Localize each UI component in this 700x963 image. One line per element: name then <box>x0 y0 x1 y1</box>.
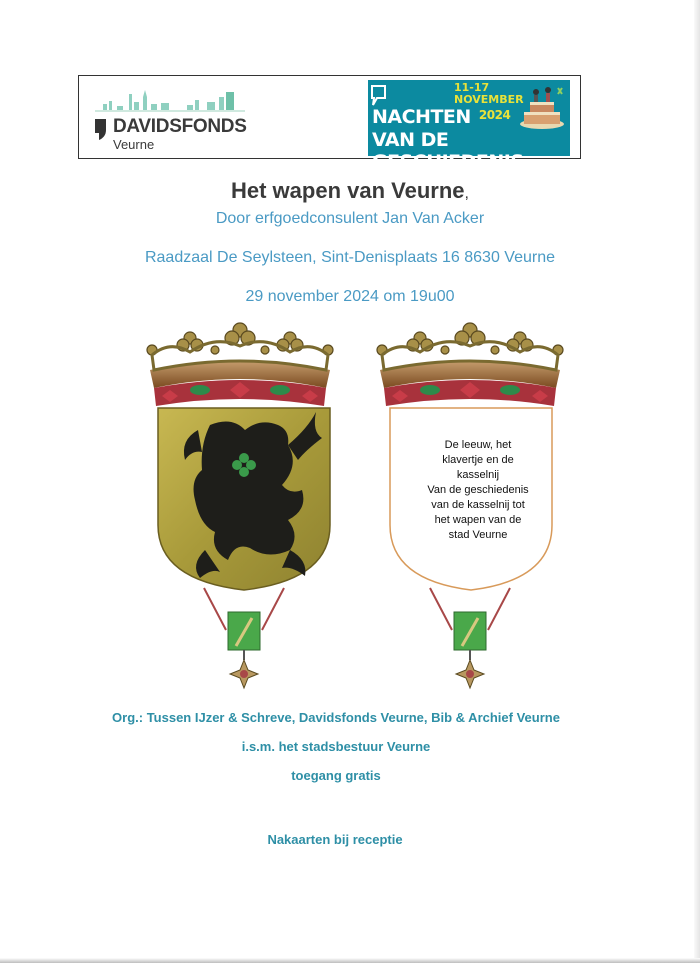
skyline-icon <box>95 88 245 116</box>
nachten-van-de-geschiedenis-logo <box>368 80 570 173</box>
scan-edge-right <box>694 0 700 963</box>
event-date: 29 november 2024 om 19u00 <box>245 288 455 305</box>
event-title-text: Het wapen van Veurne <box>231 178 465 203</box>
shield-text-line: Van de geschiedenis <box>427 484 529 496</box>
event-title <box>0 178 700 204</box>
organizers-line: Org.: Tussen IJzer & Schreve, Davidsfonds Veurne, Bib & Archief Veurne <box>112 710 560 725</box>
partner-line: i.s.m. het stadsbestuur Veurne <box>241 739 431 754</box>
davidsfonds-logo <box>93 86 253 154</box>
shield-description <box>405 438 551 543</box>
cake-illustration-icon <box>518 84 566 132</box>
event-speaker: Door erfgoedconsulent Jan Van Acker <box>215 210 485 227</box>
festival-year: 2024 <box>478 108 511 122</box>
festival-dates <box>454 82 524 106</box>
shield-text-line: het wapen van de <box>434 514 522 526</box>
event-venue: Raadzaal De Seylsteen, Sint-Denisplaats 16 8630 Veurne <box>144 249 556 266</box>
davidsfonds-mark-icon <box>95 119 107 141</box>
shield-text-line: klavertje en de <box>442 454 514 466</box>
reception-line: Nakaarten bij receptie <box>267 832 403 847</box>
event-title-comma: , <box>464 185 469 202</box>
festival-title-word: NACHTEN <box>372 106 471 128</box>
shield-text-line: van de kasselnij tot <box>431 499 525 511</box>
festival-title-line2: VAN DE GESCHIEDENIS <box>372 129 524 173</box>
festival-title-line1 <box>372 106 510 128</box>
davidsfonds-name: DAVIDSFONDS <box>113 116 247 137</box>
admission-line: toegang gratis <box>291 768 381 783</box>
shield-text-line: De leeuw, het <box>444 439 512 451</box>
speech-bubble-icon <box>371 85 389 107</box>
festival-days: 11-17 <box>454 81 490 94</box>
festival-month: NOVEMBER <box>454 93 524 106</box>
scan-edge-bottom <box>0 958 700 963</box>
davidsfonds-branch: Veurne <box>113 137 155 152</box>
shield-text-line: stad Veurne <box>448 529 508 541</box>
logo-banner <box>78 75 581 173</box>
shield-text-line: kasselnij <box>456 469 500 481</box>
